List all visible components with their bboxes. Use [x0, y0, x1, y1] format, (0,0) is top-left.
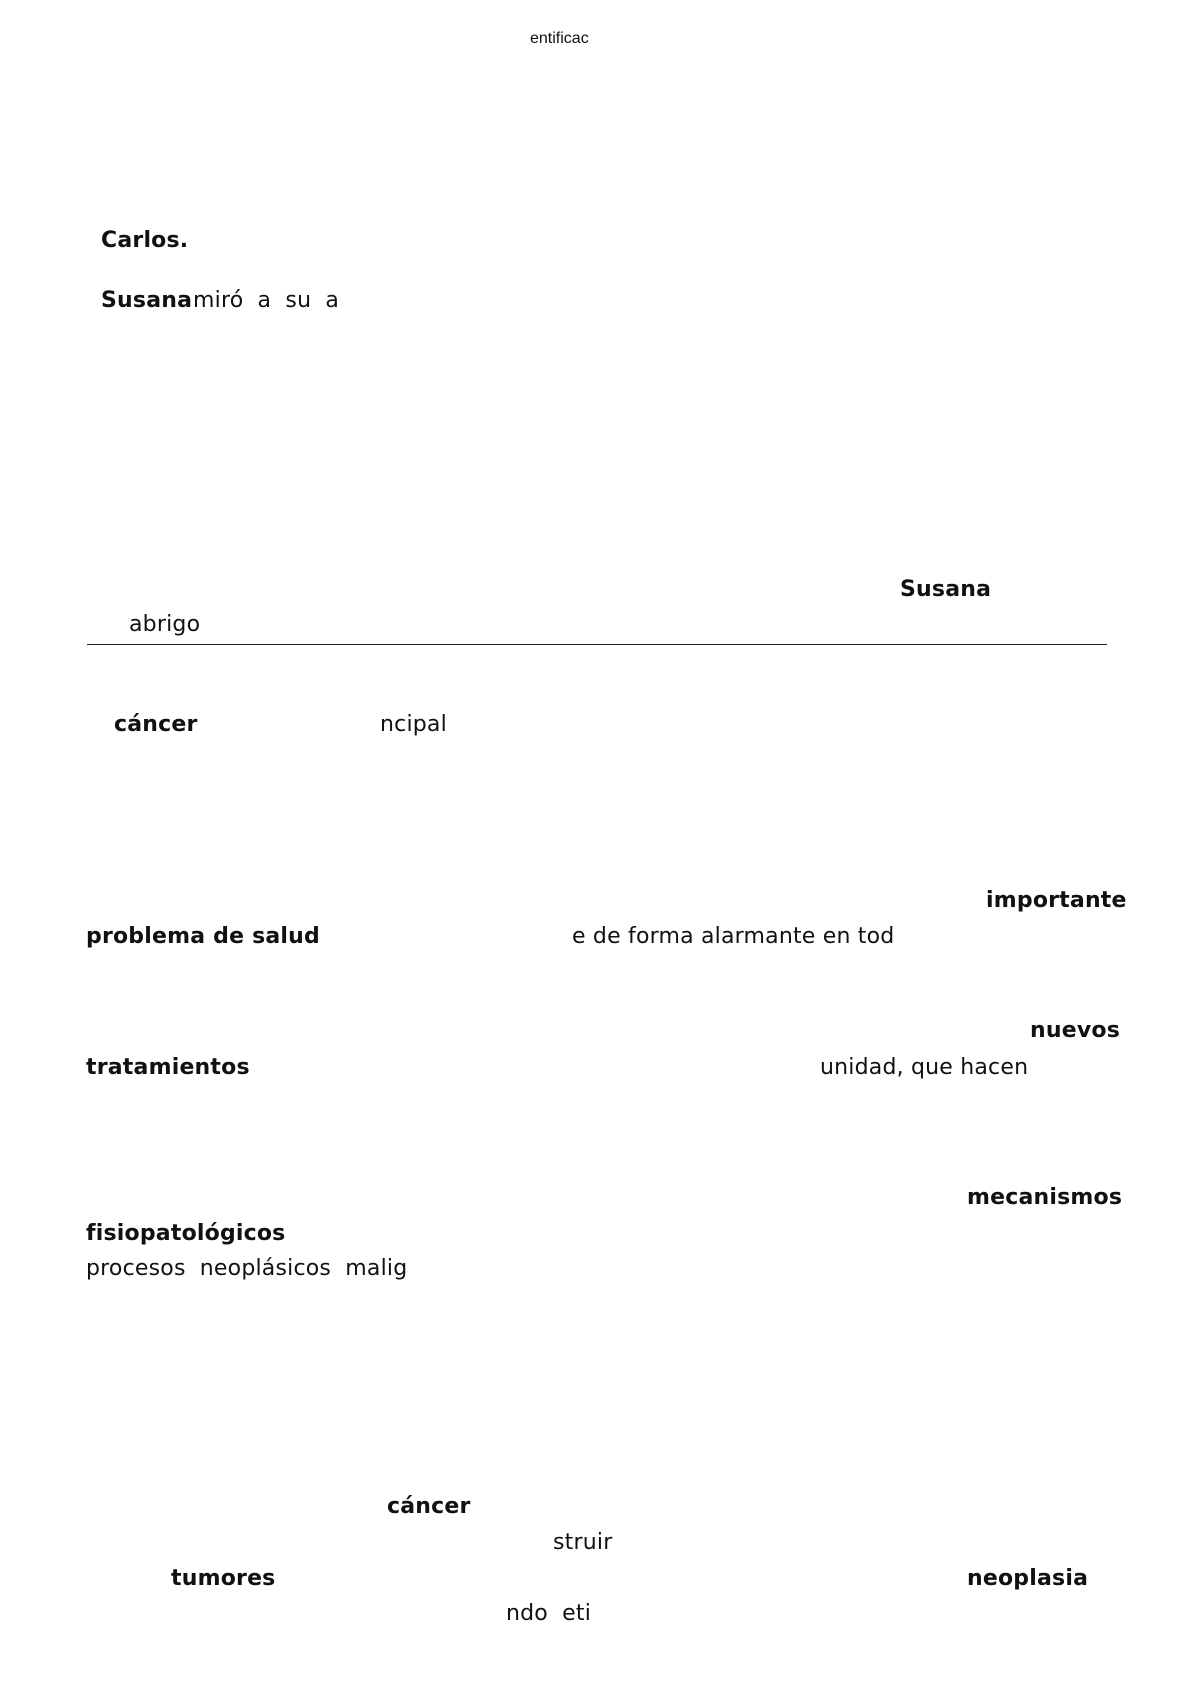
body-text-fragment: ndo eti	[506, 1601, 592, 1626]
body-text-fragment: procesos neoplásicos malig	[86, 1256, 408, 1281]
bold-name-carlos: Carlos.	[101, 228, 189, 253]
bold-term-cancer: cáncer	[114, 712, 198, 737]
bold-term-tumores: tumores	[171, 1566, 276, 1591]
bold-term-fisiopatologicos: fisiopatológicos	[86, 1221, 286, 1246]
body-text-fragment: ncipal	[380, 712, 447, 737]
bold-term-neoplasia: neoplasia	[967, 1566, 1089, 1591]
bold-term-mecanismos: mecanismos	[967, 1185, 1123, 1210]
bold-name-susana: Susana	[900, 577, 992, 602]
bold-term-nuevos: nuevos	[1030, 1018, 1120, 1043]
body-text-fragment: miró a su a	[193, 288, 340, 313]
bold-term-tratamientos: tratamientos	[86, 1055, 250, 1080]
page-header: entificac	[530, 30, 589, 47]
body-text-fragment: unidad, que hacen	[820, 1055, 1029, 1080]
bold-name-susana: Susana	[101, 288, 193, 313]
bold-term-problema-de-salud: problema de salud	[86, 924, 320, 949]
body-text-fragment: e de forma alarmante en tod	[572, 924, 895, 949]
body-text-fragment: struir	[553, 1530, 613, 1555]
body-text-fragment: abrigo	[129, 612, 201, 637]
bold-term-cancer: cáncer	[387, 1494, 471, 1519]
section-divider	[87, 644, 1107, 645]
bold-term-importante: importante	[986, 888, 1127, 913]
